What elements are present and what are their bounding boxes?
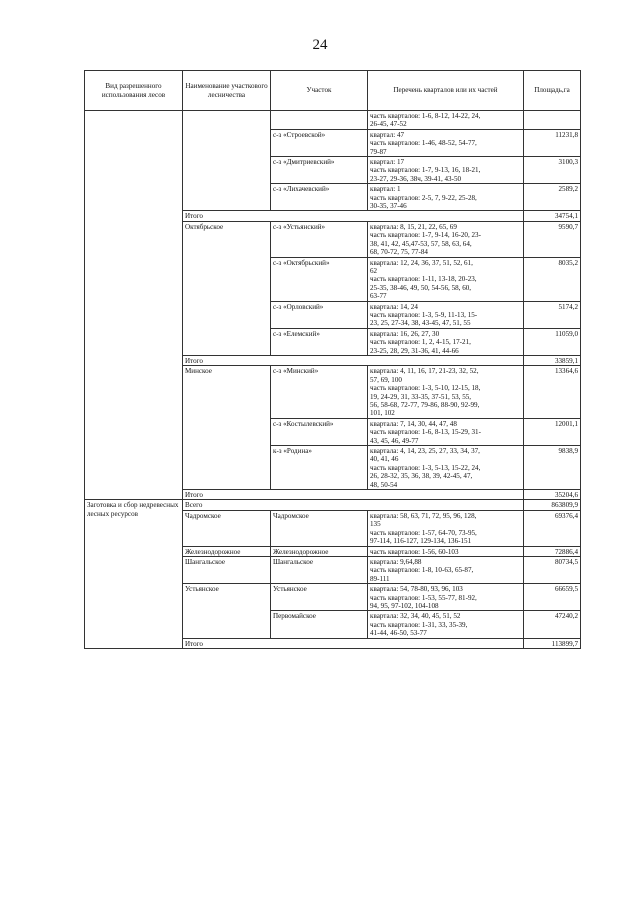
quarters-cell — [368, 611, 524, 638]
quarters-line: квартала: 14, 24 — [370, 302, 418, 311]
quarters-cell — [368, 510, 524, 546]
quarters-line: 23, 25, 27-34, 38, 43-45, 47, 51, 55 — [370, 319, 471, 328]
header-section: Участок — [271, 71, 368, 111]
header-area: Площадь,га — [524, 71, 581, 111]
quarters-cell — [368, 556, 524, 583]
quarters-line: 101, 102 — [370, 409, 395, 418]
area-cell — [524, 111, 581, 130]
quarters-line: 25-35, 38-46, 49, 50, 54-56, 58, 60, — [370, 283, 472, 292]
section-cell: с-з «Минский» — [271, 366, 368, 418]
quarters-line: квартала: 4, 14, 23, 25, 27, 33, 34, 37, — [370, 447, 480, 456]
quarters-cell — [368, 301, 524, 328]
quarters-line: квартал: 47 — [370, 130, 405, 139]
area-cell: 33859,1 — [524, 355, 581, 365]
quarters-line: часть кварталов: 1-57, 64-70, 73-95, — [370, 528, 477, 537]
quarters-cell — [368, 446, 524, 490]
quarters-line: 40, 41, 46 — [370, 455, 399, 464]
forest-use-table — [84, 70, 581, 649]
page-number: 24 — [312, 37, 328, 53]
quarters-line: 23-25, 28, 29, 31-36, 41, 44-66 — [370, 346, 459, 355]
quarters-line: квартала: 32, 34, 40, 45, 51, 52 — [370, 612, 461, 621]
area-cell: 69376,4 — [524, 510, 581, 546]
quarters-cell — [368, 257, 524, 301]
section-cell: с-з «Елемский» — [271, 328, 368, 355]
district-cell: Устьянское — [183, 584, 271, 638]
quarters-line: часть кварталов: 1-11, 13-18, 20-23, — [370, 275, 477, 284]
district-cell: Чадромское — [183, 510, 271, 546]
quarters-cell — [368, 111, 524, 130]
quarters-line: 23-27, 29-36, 38ч, 39-41, 43-50 — [370, 174, 462, 183]
quarters-line: квартал: 1 — [370, 185, 401, 194]
quarters-cell — [368, 221, 524, 257]
section-cell: Шангальское — [271, 556, 368, 583]
section-cell: Устьянское — [271, 584, 368, 611]
section-cell: с-з «Строевской» — [271, 129, 368, 156]
area-cell: 34754,1 — [524, 211, 581, 221]
quarters-cell — [368, 129, 524, 156]
area-cell: 35204,6 — [524, 490, 581, 500]
total-label: Итого — [183, 638, 524, 648]
area-cell: 2589,2 — [524, 184, 581, 211]
quarters-line: 62 — [370, 266, 378, 275]
area-cell: 8035,2 — [524, 257, 581, 301]
quarters-line: часть кварталов: 1-6, 8-12, 14-22, 24, — [370, 112, 481, 120]
area-cell: 66659,5 — [524, 584, 581, 611]
use-type-cell — [85, 111, 183, 500]
header-district: Наименование участкового лесничества — [183, 71, 271, 111]
section-cell: Железнодорожное — [271, 546, 368, 556]
quarters-line: квартала: 4, 11, 16, 17, 21-23, 32, 52, — [370, 367, 479, 376]
quarters-line: 26, 28-32, 35, 36, 38, 39, 42-45, 47, — [370, 472, 473, 481]
quarters-line: часть кварталов: 2-5, 7, 9-22, 25-28, — [370, 193, 477, 202]
area-cell: 11059,0 — [524, 328, 581, 355]
quarters-line: часть кварталов: 1-31, 33, 35-39, — [370, 620, 468, 629]
quarters-line: 79-87 — [370, 147, 387, 156]
section-cell: Первомайское — [271, 611, 368, 638]
quarters-line: 89-111 — [370, 574, 390, 583]
quarters-line: 63-77 — [370, 292, 387, 301]
section-cell: с-з «Дмитриевский» — [271, 157, 368, 184]
quarters-line: квартала: 9,64,88 — [370, 557, 422, 566]
quarters-cell — [368, 184, 524, 211]
section-cell: к-з «Родина» — [271, 446, 368, 490]
district-cell: Шангальское — [183, 556, 271, 583]
header-use-type: Вид разрешенного использования лесов — [85, 71, 183, 111]
table-row — [85, 111, 581, 130]
area-cell: 9590,7 — [524, 221, 581, 257]
quarters-cell — [368, 157, 524, 184]
quarters-line: 38, 41, 42, 45,47-53, 57, 58, 63, 64, — [370, 239, 472, 248]
quarters-line: часть кварталов: 1-53, 55-77, 81-92, — [370, 593, 477, 602]
use-type-cell: Заготовка и сбор недревесных лесных ресурсов — [85, 500, 183, 649]
area-cell: 72886,4 — [524, 546, 581, 556]
quarters-line: 97-114, 116-127, 129-134, 136-151 — [370, 537, 472, 546]
quarters-line: часть кварталов: 1-8, 10-63, 65-87, — [370, 566, 474, 575]
quarters-line: 57, 69, 100 — [370, 375, 402, 384]
quarters-line: 43, 45, 46, 49-77 — [370, 436, 419, 445]
section-cell: с-з «Октябрьский» — [271, 257, 368, 301]
quarters-cell — [368, 328, 524, 355]
quarters-line: 94, 95, 97-102, 104-108 — [370, 601, 439, 610]
quarters-line: квартала: 7, 14, 30, 44, 47, 48 — [370, 419, 457, 428]
quarters-line: часть кварталов: 1-3, 5-10, 12-15, 18, — [370, 384, 481, 393]
section-cell: с-з «Орловский» — [271, 301, 368, 328]
total-label: Итого — [183, 490, 524, 500]
table-body — [85, 111, 581, 649]
area-cell: 113899,7 — [524, 638, 581, 648]
area-cell: 13364,6 — [524, 366, 581, 418]
district-cell: Железнодорожное — [183, 546, 271, 556]
quarters-line: 26-45, 47-52 — [370, 120, 407, 129]
quarters-line: часть кварталов: 1-3, 5-13, 15-22, 24, — [370, 463, 481, 472]
quarters-line: часть кварталов: 1-7, 9-14, 16-20, 23- — [370, 231, 481, 240]
section-cell: с-з «Лихачевский» — [271, 184, 368, 211]
area-cell: 47240,2 — [524, 611, 581, 638]
area-cell: 3100,3 — [524, 157, 581, 184]
quarters-cell — [368, 418, 524, 445]
quarters-line: часть кварталов: 1-6, 8-13, 15-29, 31- — [370, 428, 481, 437]
quarters-line: квартала: 16, 26, 27, 30 — [370, 329, 440, 338]
quarters-line: часть кварталов: 1-7, 9-13, 16, 18-21, — [370, 166, 481, 175]
quarters-cell — [368, 546, 524, 556]
quarters-line: квартала: 8, 15, 21, 22, 65, 69 — [370, 222, 457, 231]
quarters-line: 135 — [370, 520, 381, 529]
district-cell — [183, 111, 271, 211]
area-cell: 5174,2 — [524, 301, 581, 328]
quarters-line: 30-35, 37-46 — [370, 202, 407, 211]
quarters-cell — [368, 366, 524, 418]
quarters-line: часть кварталов: 1-46, 48-52, 54-77, — [370, 139, 477, 148]
total-label: Итого — [183, 355, 524, 365]
section-cell: Чадромское — [271, 510, 368, 546]
quarters-line: квартала: 12, 24, 36, 37, 51, 52, 61, — [370, 258, 473, 267]
quarters-line: часть кварталов: 1, 2, 4-15, 17-21, — [370, 338, 471, 347]
total-label: Всего — [183, 500, 524, 510]
section-cell: с-з «Костылевский» — [271, 418, 368, 445]
area-cell: 11231,8 — [524, 129, 581, 156]
quarters-line: часть кварталов: 1-3, 5-9, 11-13, 15- — [370, 310, 478, 319]
quarters-line: 68, 70-72, 75, 77-84 — [370, 248, 428, 257]
quarters-line: 41-44, 46-50, 53-77 — [370, 629, 427, 638]
quarters-line: 56, 58-68, 72-77, 79-86, 88-90, 92-99, — [370, 401, 480, 409]
total-label: Итого — [183, 211, 524, 221]
area-cell: 863809,9 — [524, 500, 581, 510]
header-quarters: Перечень кварталов или их частей — [368, 71, 524, 111]
quarters-line: 48, 50-54 — [370, 480, 398, 489]
quarters-line: квартал: 17 — [370, 158, 405, 167]
total-row — [85, 500, 581, 510]
area-cell: 12001,1 — [524, 418, 581, 445]
area-cell: 9838,9 — [524, 446, 581, 490]
section-cell: с-з «Устьянский» — [271, 221, 368, 257]
table-header-row — [85, 71, 581, 111]
district-cell: Минское — [183, 366, 271, 490]
district-cell: Октябрьское — [183, 221, 271, 355]
quarters-line: 19, 24-29, 31, 33-35, 37-51, 53, 55, — [370, 392, 472, 401]
quarters-line: часть кварталов: 1-56, 60-103 — [370, 547, 459, 556]
quarters-line: квартала: 54, 78-80, 93, 96, 103 — [370, 585, 463, 594]
quarters-cell — [368, 584, 524, 611]
area-cell: 80734,5 — [524, 556, 581, 583]
section-cell — [271, 111, 368, 130]
quarters-line: квартала: 58, 63, 71, 72, 95, 96, 128, — [370, 511, 477, 520]
